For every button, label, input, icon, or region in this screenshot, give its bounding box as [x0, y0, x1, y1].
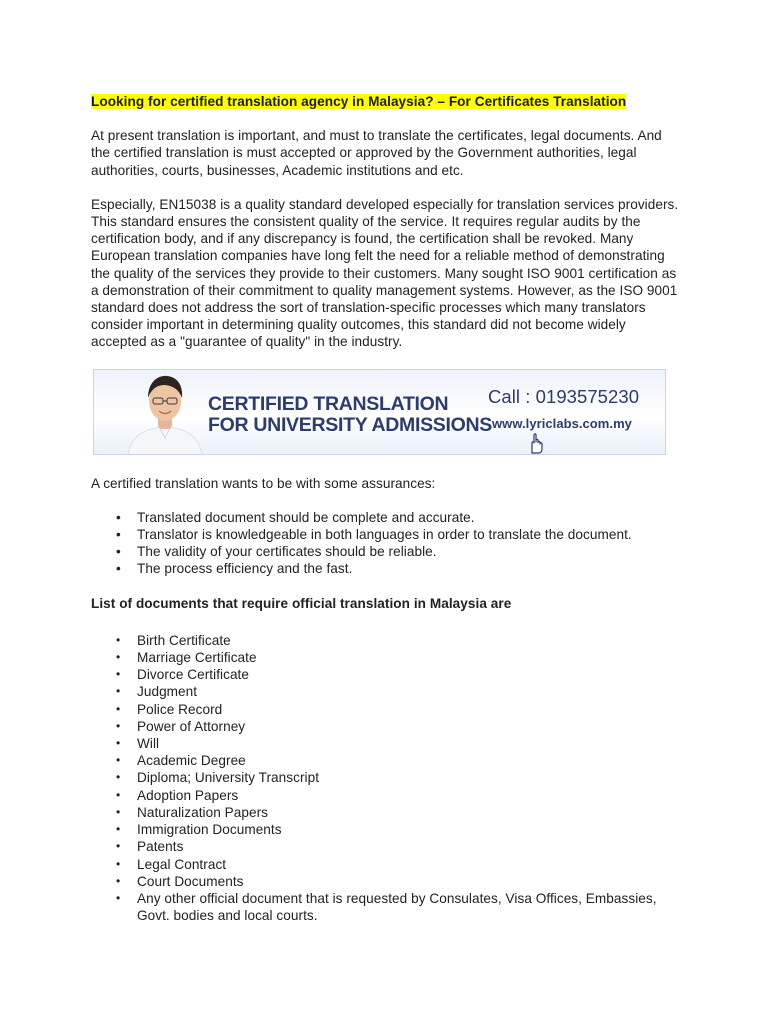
list-item: • Judgment: [91, 683, 681, 700]
list-item: • Academic Degree: [91, 752, 681, 769]
list-item: • Divorce Certificate: [91, 666, 681, 683]
list-item: • Police Record: [91, 701, 681, 718]
list-item: • Translated document should be complete and accurate.: [91, 509, 681, 526]
list-item: • Will: [91, 735, 681, 752]
advert-banner[interactable]: [93, 369, 666, 455]
list-item: • Naturalization Papers: [91, 804, 681, 821]
banner-website-link[interactable]: www.lyriclabs.com.my: [492, 415, 632, 431]
list-item: • Adoption Papers: [91, 787, 681, 804]
list-item: • Any other official document that is requested by Consulates, Visa Offices, Embassies, Govt. bodies and local courts.: [91, 890, 681, 924]
assurances-intro: A certified translation wants to be with some assurances:: [91, 475, 436, 491]
document-body: [91, 93, 681, 924]
banner-heading-line2: FOR UNIVERSITY ADMISSIONS: [208, 413, 492, 436]
banner-heading-line1: CERTIFIED TRANSLATION: [208, 392, 449, 415]
documents-heading: List of documents that require official translation in Malaysia are: [91, 595, 512, 611]
assurances-list: [91, 509, 681, 578]
list-item: • Immigration Documents: [91, 821, 681, 838]
paragraph-en15038: Especially, EN15038 is a quality standard developed especially for translation services providers. This standard ensures the consistent quality of the service. It requires regular audits by the certification body, and if any discrepancy is found, the certification shall be revoked. Many European translation companies have long felt the need for a reliable method of demonstrating the quality of the services they provide to their customers. Many sought ISO 9001 certification as a demonstration of their commitment to quality management systems. However, as the ISO 9001 standard does not address the sort of translation-specific processes which many translators consider important in determining quality outcomes, this standard did not become widely accepted as a "guarantee of quality" in the industry.: [91, 196, 679, 350]
paragraph-intro: At present translation is important, and must to translate the certificates, legal documents. And the certified translation is must accepted or approved by the Government authorities, legal authorities, courts, businesses, Academic institutions and etc.: [91, 128, 662, 178]
list-item: • Diploma; University Transcript: [91, 769, 681, 786]
list-item: • The validity of your certificates should be reliable.: [91, 543, 681, 560]
translator-photo: [120, 370, 210, 455]
list-item: • Patents: [91, 838, 681, 855]
headline-text: Looking for certified translation agency in Malaysia? – For Certificates Translation: [91, 94, 627, 109]
hand-pointer-icon: [524, 432, 548, 455]
list-item: • Marriage Certificate: [91, 649, 681, 666]
list-item: • Birth Certificate: [91, 632, 681, 649]
list-item: • Legal Contract: [91, 856, 681, 873]
list-item: • Power of Attorney: [91, 718, 681, 735]
banner-phone[interactable]: Call : 0193575230: [488, 385, 640, 407]
list-item: • The process efficiency and the fast.: [91, 560, 681, 577]
headline: [91, 93, 681, 110]
list-item: • Court Documents: [91, 873, 681, 890]
list-item: • Translator is knowledgeable in both languages in order to translate the document.: [91, 526, 681, 543]
banner-heading: [208, 394, 492, 436]
documents-list: [91, 632, 681, 924]
